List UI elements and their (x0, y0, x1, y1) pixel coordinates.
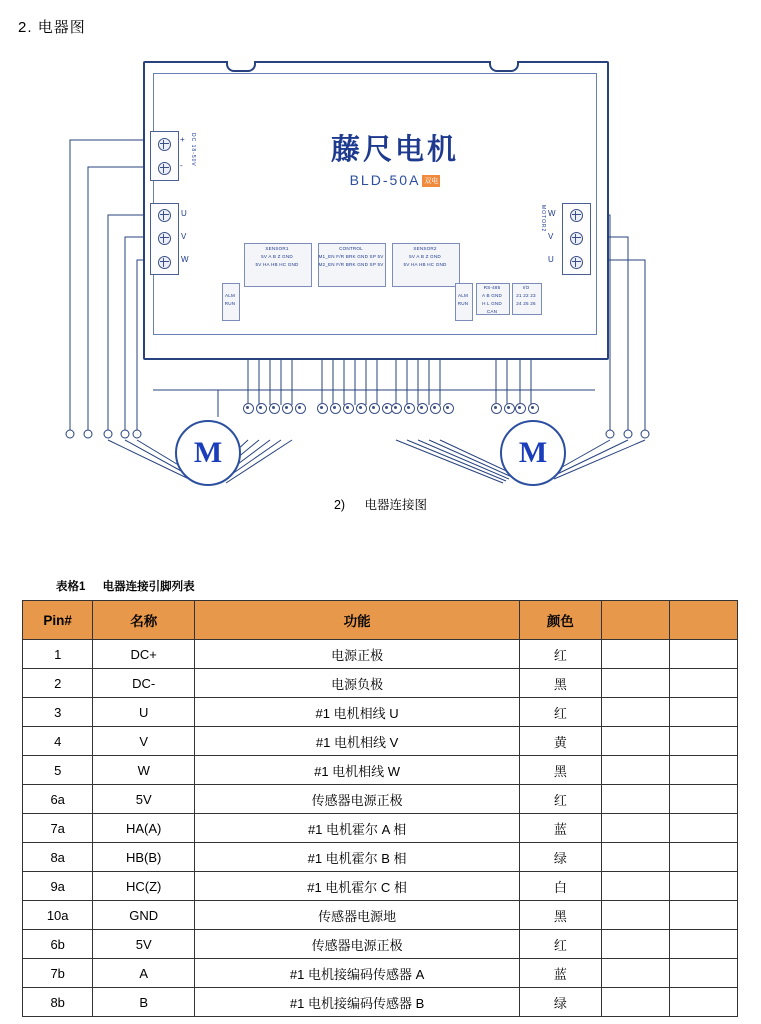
pin (515, 403, 526, 414)
cell-extra-2 (669, 698, 737, 727)
cell-extra-1 (601, 930, 669, 959)
terminal-label-v: V (181, 232, 188, 241)
pin-row-sensor1 (243, 403, 306, 414)
terminal-label-dc-minus: - (180, 161, 184, 170)
table-row (23, 756, 738, 785)
section-title-text: 电器图 (37, 19, 86, 36)
terminal-label-u: U (181, 209, 188, 218)
column-header-color: 颜色 (520, 601, 602, 640)
terminal-label-dc-plus: + (180, 135, 186, 144)
cell-extra-2 (669, 959, 737, 988)
cell-name: DC- (93, 669, 195, 698)
cell-color: 红 (520, 930, 602, 959)
cell-function: 传感器电源正极 (195, 930, 520, 959)
header-sensor2-title: SENSOR2 (413, 246, 437, 251)
pin-row-sensor2 (391, 403, 454, 414)
column-header-extra-2 (669, 601, 737, 640)
cell-extra-1 (601, 988, 669, 1017)
rs485-line1: A B GND (481, 293, 503, 298)
terminal-label-w2: W (548, 209, 557, 218)
cell-name: HC(Z) (93, 872, 195, 901)
rs485-line2: H L GND (482, 301, 502, 306)
column-header-extra-1 (601, 601, 669, 640)
figure-caption-text: 电器连接图 (364, 498, 428, 512)
cell-extra-1 (601, 727, 669, 756)
column-header-function: 功能 (195, 601, 520, 640)
cell-extra-1 (601, 901, 669, 930)
model-label (295, 172, 495, 188)
terminal-label-v2: V (548, 232, 555, 241)
table-row (23, 727, 738, 756)
cell-color: 绿 (520, 843, 602, 872)
io-title: I/O (522, 285, 530, 290)
pin (369, 403, 380, 414)
cell-function: 传感器电源地 (195, 901, 520, 930)
cell-extra-2 (669, 640, 737, 669)
cell-name: GND (93, 901, 195, 930)
cell-extra-2 (669, 785, 737, 814)
cell-name: DC+ (93, 640, 195, 669)
cell-name: U (93, 698, 195, 727)
cell-extra-1 (601, 669, 669, 698)
cell-extra-1 (601, 756, 669, 785)
cell-pin: 8a (23, 843, 93, 872)
screw-icon (158, 232, 171, 245)
board-notch-right (489, 61, 519, 72)
table-caption-text: 电器连接引脚列表 (102, 581, 195, 593)
cell-function: #1 电机霍尔 A 相 (195, 814, 520, 843)
cell-pin: 2 (23, 669, 93, 698)
header-sensor1-line2: 5V HA HB HC GND (255, 262, 299, 267)
cell-function: #1 电机接编码传感器 B (195, 988, 520, 1017)
table-row (23, 814, 738, 843)
column-header-name: 名称 (93, 601, 195, 640)
pin (430, 403, 441, 414)
cell-name: V (93, 727, 195, 756)
column-header-pin: Pin# (23, 601, 93, 640)
cell-name: HB(B) (93, 843, 195, 872)
io-line1: 21 22 23 (516, 293, 536, 298)
io-line2: 24 25 26 (516, 301, 536, 306)
cell-color: 黑 (520, 669, 602, 698)
cell-color: 白 (520, 872, 602, 901)
table-caption (56, 578, 195, 594)
pin (317, 403, 328, 414)
table-row (23, 930, 738, 959)
cell-extra-1 (601, 640, 669, 669)
cell-extra-2 (669, 872, 737, 901)
cell-function: #1 电机相线 W (195, 756, 520, 785)
pin (504, 403, 515, 414)
terminal-block-motor2 (562, 203, 591, 275)
header-sensor2-line2: 5V HA HB HC GND (403, 262, 447, 267)
cell-pin: 9a (23, 872, 93, 901)
cell-pin: 6b (23, 930, 93, 959)
rs485-title: RS-485 (483, 285, 501, 290)
screw-icon (158, 138, 171, 151)
cell-name: 5V (93, 930, 195, 959)
cell-extra-1 (601, 785, 669, 814)
cell-pin: 8b (23, 988, 93, 1017)
cell-extra-1 (601, 843, 669, 872)
brand-label: 藤尺电机 (330, 132, 459, 166)
cell-extra-1 (601, 872, 669, 901)
cell-color: 红 (520, 640, 602, 669)
pin (491, 403, 502, 414)
pin (391, 403, 402, 414)
cell-function: #1 电机霍尔 C 相 (195, 872, 520, 901)
figure-index: 2) (333, 498, 346, 512)
cell-name: A (93, 959, 195, 988)
table-row (23, 843, 738, 872)
terminal-block-motor1 (150, 203, 179, 275)
motor-2: M (500, 420, 566, 486)
pin-row-control (317, 403, 393, 414)
pin (269, 403, 280, 414)
terminal-label-dc-range: DC 18-50V (190, 133, 196, 167)
cell-pin: 7b (23, 959, 93, 988)
cell-extra-2 (669, 756, 737, 785)
table-header-row (23, 601, 738, 640)
pin (417, 403, 428, 414)
model-tag: 双电 (422, 175, 440, 187)
pin (356, 403, 367, 414)
cell-extra-2 (669, 843, 737, 872)
screw-icon (570, 256, 583, 269)
status-left-run: RUN (224, 301, 236, 306)
screw-icon (158, 256, 171, 269)
model-text: BLD-50A (349, 172, 421, 188)
cell-color: 蓝 (520, 959, 602, 988)
pin (256, 403, 267, 414)
pin-row-io (515, 403, 539, 414)
terminal-block-dc (150, 131, 179, 181)
cell-color: 蓝 (520, 814, 602, 843)
screw-icon (570, 232, 583, 245)
cell-name: 5V (93, 785, 195, 814)
header-sensor2-line1: 5V A B Z GND (409, 254, 441, 259)
cell-function: 电源正极 (195, 640, 520, 669)
motor-1: M (175, 420, 241, 486)
cell-color: 黑 (520, 901, 602, 930)
cell-function: #1 电机接编码传感器 A (195, 959, 520, 988)
cell-pin: 3 (23, 698, 93, 727)
cell-pin: 10a (23, 901, 93, 930)
cell-function: #1 电机相线 U (195, 698, 520, 727)
cell-color: 红 (520, 785, 602, 814)
rs485-can: CAN (486, 309, 498, 314)
cell-extra-1 (601, 698, 669, 727)
pin-table (22, 600, 738, 1017)
cell-extra-2 (669, 727, 737, 756)
cell-function: #1 电机相线 V (195, 727, 520, 756)
cell-extra-2 (669, 988, 737, 1017)
pin (343, 403, 354, 414)
header-control-line1: M1_EN F/R BRK GND SP 5V (318, 254, 384, 259)
cell-pin: 4 (23, 727, 93, 756)
terminal-label-w: W (181, 255, 190, 264)
cell-name: W (93, 756, 195, 785)
cell-pin: 5 (23, 756, 93, 785)
cell-extra-2 (669, 901, 737, 930)
board-notch-left (226, 61, 256, 72)
header-sensor1-title: SENSOR1 (265, 246, 289, 251)
cell-extra-2 (669, 814, 737, 843)
cell-name: B (93, 988, 195, 1017)
pin (243, 403, 254, 414)
cell-function: 电源负极 (195, 669, 520, 698)
cell-extra-1 (601, 814, 669, 843)
table-row (23, 785, 738, 814)
cell-extra-1 (601, 959, 669, 988)
pin (282, 403, 293, 414)
table-row (23, 872, 738, 901)
cell-color: 绿 (520, 988, 602, 1017)
terminal-label-u2: U (548, 255, 555, 264)
pin (330, 403, 341, 414)
status-left-alm: ALM (224, 293, 236, 298)
cell-pin: 1 (23, 640, 93, 669)
table-caption-label: 表格1 (56, 581, 86, 593)
screw-icon (158, 209, 171, 222)
table-row (23, 901, 738, 930)
cell-color: 黄 (520, 727, 602, 756)
cell-name: HA(A) (93, 814, 195, 843)
wiring-diagram (0, 45, 761, 525)
screw-icon (570, 209, 583, 222)
table-row (23, 698, 738, 727)
pin (295, 403, 306, 414)
cell-extra-2 (669, 669, 737, 698)
pin-row-rs485 (491, 403, 515, 414)
header-control-title: CONTROL (339, 246, 363, 251)
header-sensor1-line1: 5V A B Z GND (261, 254, 293, 259)
cell-function: #1 电机霍尔 B 相 (195, 843, 520, 872)
terminal-label-motor2: MOTOR2 (540, 205, 546, 233)
cell-pin: 6a (23, 785, 93, 814)
screw-icon (158, 162, 171, 175)
pin (404, 403, 415, 414)
figure-caption (0, 495, 761, 513)
cell-pin: 7a (23, 814, 93, 843)
section-number: 2. (18, 19, 33, 36)
table-row (23, 959, 738, 988)
status-right-alm: ALM (457, 293, 469, 298)
header-control-line2: M2_EN F/R BRK GND SP 5V (318, 262, 384, 267)
cell-color: 黑 (520, 756, 602, 785)
cell-extra-2 (669, 930, 737, 959)
table-row (23, 988, 738, 1017)
page-title (18, 16, 86, 37)
cell-function: 传感器电源正极 (195, 785, 520, 814)
table-row (23, 640, 738, 669)
status-right-run: RUN (457, 301, 469, 306)
pin (528, 403, 539, 414)
pin (443, 403, 454, 414)
cell-color: 红 (520, 698, 602, 727)
table-row (23, 669, 738, 698)
